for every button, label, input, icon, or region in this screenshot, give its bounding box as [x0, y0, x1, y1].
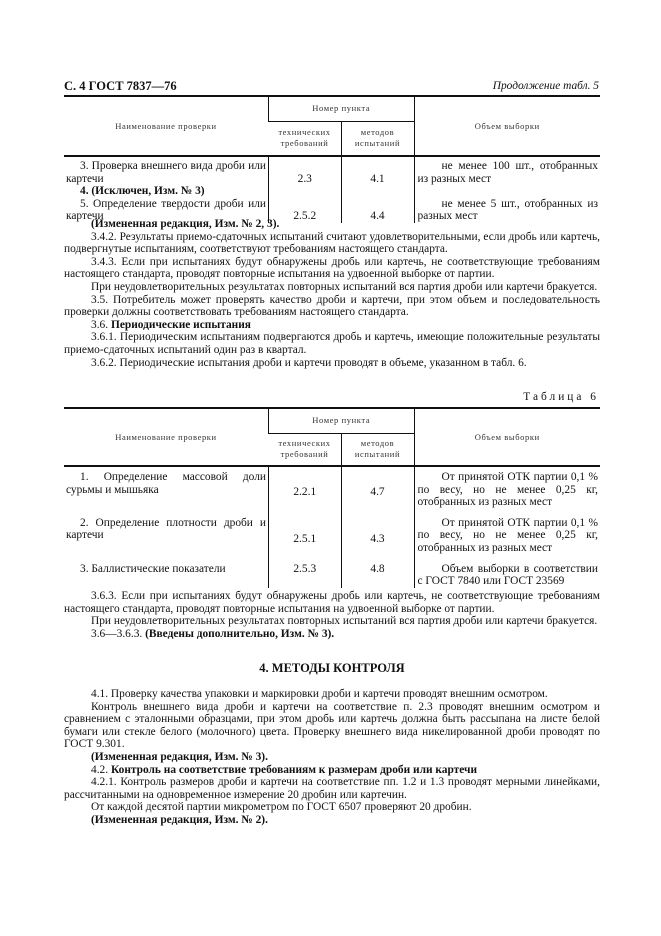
page-header: С. 4 ГОСТ 7837—76 — [64, 79, 177, 93]
paragraph: 3.5. Потребитель может проверять качество дроби и картечи, при этом объем и последовательность проверки должны соответствовать требованиям настоящего стандарта. — [64, 293, 600, 319]
subsection-title: 3.6. Периодические испытания — [91, 318, 251, 331]
col-header-methods: методов испытаний — [341, 433, 414, 466]
paragraph: От каждой десятой партии микрометром по ГОСТ 6507 проверяют 20 дробин. — [91, 801, 472, 814]
col-header-name: Наименование проверки — [64, 96, 269, 156]
col-header-name: Наименование проверки — [64, 408, 269, 466]
amendment-note: (Измененная редакция, Изм. № 2, 3). — [91, 218, 280, 230]
col-header-tech: технических требований — [269, 121, 342, 156]
paragraph: Контроль внешнего вида дроби и картечи на соответствие п. 2.3 проводят внешним осмотром и сравнением с эталонными образцами, при этом дробь или картечь должна быть рассыпана на листе белой бумаги или стекле белого (молочного) цвета. Проверку внешнего вида никелированной дроби проводят по ГОСТ 9.301. — [64, 700, 600, 751]
paragraph: 4.1. Проверку качества упаковки и маркировки дроби и картечи проводят внешним осмотром. — [91, 688, 548, 700]
table-row: 3. Проверка внешнего вида дроби или картечи 2.3 4.1 не менее 100 шт., отобранных из разных мест — [64, 156, 600, 185]
paragraph: 3.6.1. Периодическим испытаниям подвергаются дробь и картечь, имеющие положительные результаты приемо-сдаточных испытаний один раз в квартал. — [64, 331, 600, 356]
paragraph: 3.6.2. Периодические испытания дроби и картечи проводят в объеме, указанном в табл. 6. — [91, 356, 527, 369]
col-header-methods: методов испытаний — [341, 121, 414, 156]
text-block-2 — [64, 590, 600, 640]
table-6 — [64, 407, 600, 588]
amendment-note: 3.6—3.6.3. (Введены дополнительно, Изм. № 3). — [91, 627, 335, 640]
table-continuation-label: Продолжение табл. 5 — [492, 80, 599, 92]
col-header-volume: Объем выборки — [414, 408, 600, 466]
amendment-note: (Измененная редакция, Изм. № 3). — [91, 750, 268, 763]
paragraph: При неудовлетворительных результатах повторных испытаний вся партия дроби или картечи бракуется. — [91, 280, 598, 293]
col-header-number: Номер пункта — [269, 96, 415, 121]
table-row: 5. Определение твердости дроби или картечи 2.5.2 4.4 не менее 5 шт., отобранных из разных мест — [66, 197, 598, 223]
paragraph: 3.6.3. Если при испытаниях будут обнаружены дробь или картечь, не соответствующие требованиям настоящего стандарта, проводят повторные испытания на удвоенной выборке от партии. — [64, 590, 600, 615]
table-5 — [64, 95, 600, 223]
col-header-number: Номер пункта — [269, 408, 415, 433]
table-row: 2. Определение плотности дроби и картечи 2.5.1 4.3 От принятой ОТК партии 0,1 % по весу, но не менее 0,25 кг, отобранных из разных мест — [64, 517, 600, 563]
table-6-caption: Таблица 6 — [523, 391, 599, 403]
col-header-volume: Объем выборки — [414, 96, 600, 156]
paragraph: При неудовлетворительных результатах повторных испытаний вся партия дроби или картечи бракуется. — [91, 615, 598, 628]
col-header-tech: технических требований — [269, 433, 342, 466]
paragraph: 3.4.3. Если при испытаниях будут обнаружены дробь или картечь, не соответствующие требованиям настоящего стандарта, проводят повторные испытания на удвоенной выборке от партии. — [64, 255, 600, 281]
text-block-3 — [64, 688, 600, 827]
paragraph: 3.4.2. Результаты приемо-сдаточных испытаний считают удовлетворительными, если дробь или картечь, подвергнутые испытаниям, соответствуют требованиям настоящего стандарта. — [64, 230, 600, 256]
subsection-title: 4.2. Контроль на соответствие требованиям к размерам дроби или картечи — [91, 763, 478, 776]
amendment-note: (Измененная редакция, Изм. № 2). — [91, 813, 268, 826]
text-block-1 — [64, 218, 600, 369]
table-row: 1. Определение массовой доли сурьмы и мышьяка 2.2.1 4.7 От принятой ОТК партии 0,1 % по весу, но не менее 0,25 кг, отобранных из разных мест — [64, 466, 600, 517]
table-row-excluded: 4. (Исключен, Изм. № 3) — [64, 185, 600, 198]
paragraph: 4.2.1. Контроль размеров дроби и картечи на соответствие пп. 1.2 и 1.3 проводят мерными линейками, рассчитанными на одновременное измерение 20 дробин или картечин. — [64, 776, 600, 801]
section-heading: 4. МЕТОДЫ КОНТРОЛЯ — [259, 661, 405, 675]
table-row: 3. Баллистические показатели 2.5.3 4.8 Объем выборки в соответствии с ГОСТ 7840 или ГОСТ 23569 — [80, 562, 598, 588]
